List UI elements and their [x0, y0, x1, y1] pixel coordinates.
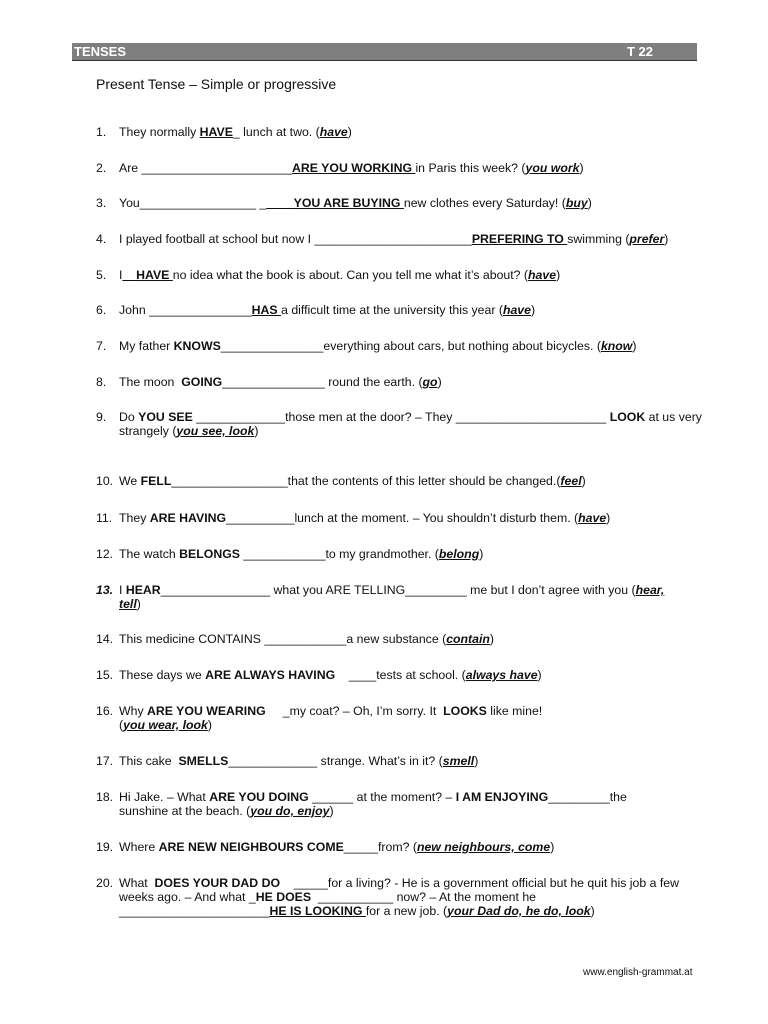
exercise-item [96, 668, 706, 682]
exercise-sentence [119, 303, 706, 317]
sentence-text: ) [479, 547, 484, 561]
answer-text: YOU SEE [138, 410, 193, 424]
verb-hint: you see, look [176, 424, 255, 438]
exercise-sentence [119, 161, 706, 175]
verb-hint: your Dad do, he do, look [447, 904, 591, 918]
sentence-text: ) [530, 303, 536, 317]
answer-text: HE IS LOOKING [269, 904, 366, 918]
verb-hint: have [319, 125, 348, 139]
sentence-text: Are ______________________ [119, 161, 293, 175]
verb-hint: have [502, 303, 531, 317]
sentence-text: ________________ what you ARE TELLING_________ me but I don’t agree with you ( [160, 583, 636, 597]
sentence-text: ) [606, 511, 611, 525]
answer-text: ARE NEW NEIGHBOURS COME [158, 840, 344, 854]
exercise-item [96, 547, 706, 561]
verb-hint: smell [442, 754, 475, 768]
answer-text: I AM ENJOYING [455, 790, 549, 804]
sentence-text: ) [207, 718, 212, 732]
sentence-text: sunshine at the beach. ( [119, 804, 251, 818]
exercise-sentence [119, 632, 706, 646]
exercise-number: 11. [96, 511, 113, 525]
sentence-text: The moon [119, 375, 182, 389]
sentence-text: They normally [119, 125, 200, 139]
sentence-text: My father [119, 339, 174, 353]
exercise-item [96, 303, 706, 317]
sentence-text: I [119, 583, 126, 597]
sentence-text: ) [579, 161, 584, 175]
sentence-text: ) [664, 232, 669, 246]
exercise-item [96, 339, 706, 353]
sentence-text: I played football at school but now I _______________________ [119, 232, 472, 246]
answer-text: LOOK [609, 410, 646, 424]
sentence-text: _____________those men at the door? – They ______________________ [192, 410, 610, 424]
verb-hint: hear, [635, 583, 665, 597]
sentence-text: weeks ago. – And what _ [119, 890, 256, 904]
exercise-item [96, 474, 706, 488]
sentence-text: _______________everything about cars, but nothing about bicycles. ( [220, 339, 601, 353]
sentence-text: strangely ( [119, 424, 177, 438]
exercise-number: 8. [96, 375, 107, 389]
sentence-text: ) [136, 597, 141, 611]
sentence-text: ) [254, 424, 259, 438]
exercise-sentence [119, 232, 706, 246]
worksheet-code: T 22 [627, 44, 654, 59]
verb-hint: prefer [629, 232, 665, 246]
exercise-item [96, 632, 706, 646]
sentence-text: ) [489, 632, 495, 646]
sentence-text: no idea what the book is about. Can you tell me what it’s about? ( [172, 268, 529, 282]
exercise-number: 9. [96, 410, 107, 424]
answer-text: GOING [181, 375, 223, 389]
exercise-item [96, 232, 706, 246]
sentence-text: ) [347, 125, 352, 139]
answer-text: LOOKS [443, 704, 487, 718]
sentence-text: __________lunch at the moment. – You shouldn’t disturb them. ( [226, 511, 579, 525]
exercise-number: 19. [96, 840, 114, 854]
sentence-text: What [119, 876, 155, 890]
exercise-sentence [119, 339, 706, 353]
exercise-number: 7. [96, 339, 107, 353]
sentence-text: _________the [548, 790, 627, 804]
answer-text: ARE HAVING [149, 511, 227, 525]
exercise-item [96, 876, 706, 918]
sentence-text: I [119, 268, 123, 282]
answer-text: HAVE [199, 125, 233, 139]
answer-text: HE DOES [255, 890, 312, 904]
verb-hint: have [578, 511, 607, 525]
exercise-item [96, 410, 706, 438]
verb-hint: belong [438, 547, 480, 561]
sentence-text: We [119, 474, 141, 488]
sentence-text: This cake [119, 754, 179, 768]
exercise-number: 14. [96, 632, 114, 646]
verb-hint: new neighbours, come [416, 840, 551, 854]
sentence-text: for a new job. ( [365, 904, 448, 918]
answer-text: HAS [251, 303, 282, 317]
exercise-item [96, 790, 706, 818]
exercise-item [96, 704, 706, 732]
exercise-sentence [119, 375, 706, 389]
exercise-item [96, 511, 706, 525]
verb-hint: you wear, look [123, 718, 208, 732]
exercise-sentence [119, 511, 706, 525]
header-bar [72, 43, 697, 61]
verb-hint: go [422, 375, 438, 389]
sentence-text: like mine! [486, 704, 543, 718]
sentence-text: ) [437, 375, 442, 389]
exercise-sentence [119, 125, 706, 139]
sentence-text: swimming ( [567, 232, 630, 246]
exercise-number: 2. [96, 161, 107, 175]
page-subtitle: Present Tense – Simple or progressive [96, 76, 337, 92]
sentence-text: Why [119, 704, 148, 718]
sentence-text: a difficult time at the university this year ( [281, 303, 503, 317]
exercise-item [96, 196, 706, 210]
answer-text: ARE YOU DOING [209, 790, 309, 804]
exercise-sentence [119, 547, 706, 561]
sentence-text: _ lunch at two. ( [232, 125, 320, 139]
exercise-number: 3. [96, 196, 107, 210]
exercise-item [96, 840, 706, 854]
answer-text: ____YOU ARE BUYING [266, 196, 404, 210]
sentence-text: ) [590, 904, 595, 918]
exercise-sentence [119, 790, 706, 818]
answer-text: ARE YOU WORKING [292, 161, 416, 175]
sentence-text: They [119, 511, 150, 525]
verb-hint: always have [465, 668, 538, 682]
exercise-number: 15. [96, 668, 114, 682]
verb-hint: you do, enjoy [250, 804, 330, 818]
sentence-text: ) [537, 668, 542, 682]
sentence-text: ) [587, 196, 592, 210]
sentence-text: This medicine CONTAINS ____________a new substance ( [119, 632, 447, 646]
exercise-sentence [119, 583, 706, 611]
exercise-number: 1. [96, 125, 107, 139]
sentence-text: John _______________ [119, 303, 252, 317]
answer-text: SMELLS [178, 754, 229, 768]
exercise-sentence [119, 268, 706, 282]
exercise-sentence [119, 668, 706, 682]
footer-url: www.english-grammat.at [583, 967, 693, 978]
sentence-text: These days we [119, 668, 206, 682]
verb-hint: you work [525, 161, 580, 175]
exercise-number: 4. [96, 232, 107, 246]
sentence-text: Where [119, 840, 159, 854]
exercise-item [96, 125, 706, 139]
answer-text: FELL [140, 474, 172, 488]
exercise-sentence [119, 876, 706, 918]
sentence-text: ) [632, 339, 637, 353]
sentence-text: ) [581, 474, 586, 488]
sentence-text: _____________ strange. What’s in it? ( [228, 754, 443, 768]
sentence-text: ___________ now? – At the moment he [311, 890, 537, 904]
sentence-text: Hi Jake. – What [119, 790, 210, 804]
sentence-text: _______________ round the earth. ( [222, 375, 423, 389]
exercise-number: 5. [96, 268, 107, 282]
answer-text: __HAVE [122, 268, 173, 282]
sentence-text: ______ at the moment? – [308, 790, 456, 804]
sentence-text: new clothes every Saturday! ( [403, 196, 566, 210]
exercise-number: 16. [96, 704, 114, 718]
exercise-sentence [119, 754, 706, 768]
sentence-text: ) [556, 268, 561, 282]
sentence-text: ______________________ [119, 904, 270, 918]
exercise-number: 20. [96, 876, 114, 890]
verb-hint: buy [565, 196, 588, 210]
sentence-text: _____for a living? - He is a government official but he quit his job a few [280, 876, 680, 890]
exercise-sentence [119, 704, 706, 732]
sentence-text: You_________________ _ [119, 196, 267, 210]
exercise-sentence [119, 410, 706, 438]
exercise-item [96, 754, 706, 768]
sentence-text: ____________to my grandmother. ( [239, 547, 439, 561]
exercise-item [96, 161, 706, 175]
sentence-text: in Paris this week? ( [415, 161, 526, 175]
answer-text: ARE ALWAYS HAVING [205, 668, 336, 682]
sentence-text: ) [329, 804, 334, 818]
sentence-text: _my coat? – Oh, I’m sorry. It [265, 704, 444, 718]
sentence-text: ( [119, 718, 124, 732]
answer-text: BELONGS [179, 547, 240, 561]
exercise-sentence [119, 840, 706, 854]
answer-text: ARE YOU WEARING [147, 704, 266, 718]
verb-hint: have [528, 268, 557, 282]
sentence-text: The watch [119, 547, 180, 561]
exercise-item [96, 583, 706, 611]
sentence-text: ) [474, 754, 479, 768]
exercise-number: 6. [96, 303, 107, 317]
sentence-text: _________________that the contents of this letter should be changed.( [171, 474, 561, 488]
sentence-text: at us very [645, 410, 702, 424]
answer-text: HEAR [125, 583, 161, 597]
exercise-number: 13. [96, 583, 114, 597]
exercise-number: 10. [96, 474, 114, 488]
sentence-text: ____tests at school. ( [335, 668, 466, 682]
sentence-text: Do [119, 410, 139, 424]
verb-hint: feel [560, 474, 582, 488]
answer-text: KNOWS [173, 339, 221, 353]
verb-hint: know [600, 339, 633, 353]
verb-hint: contain [446, 632, 490, 646]
exercise-number: 12. [96, 547, 114, 561]
sentence-text: ) [550, 840, 555, 854]
exercise-number: 18. [96, 790, 114, 804]
answer-text: PREFERING TO [471, 232, 568, 246]
header-title: TENSES [74, 44, 127, 59]
sentence-text: _____from? ( [343, 840, 417, 854]
exercise-number: 17. [96, 754, 114, 768]
exercise-sentence [119, 196, 706, 210]
exercise-item [96, 375, 706, 389]
exercise-sentence [119, 474, 706, 488]
verb-hint: tell [119, 597, 137, 611]
exercise-item [96, 268, 706, 282]
answer-text: DOES YOUR DAD DO [154, 876, 281, 890]
